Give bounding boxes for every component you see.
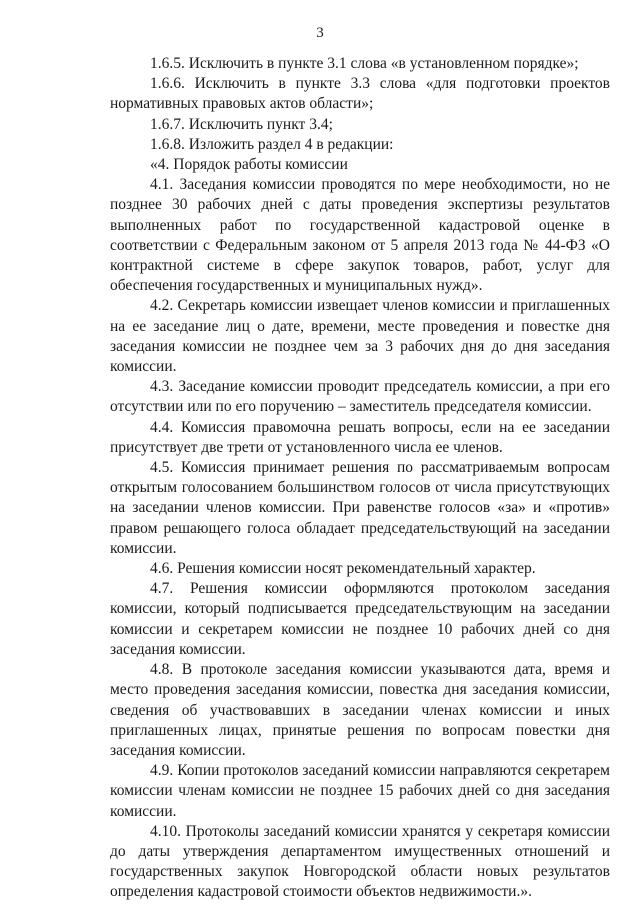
- paragraph-4-5: 4.5. Комиссия принимает решения по рассматриваемым вопросам открытым голосованием большинством голосов от числа присутствующих на заседании членов комиссии. При равенстве голосов «за» и «против» правом решающего голоса обладает председательствующий на заседании комиссии.: [110, 459, 610, 557]
- paragraph-4-6: 4.6. Решения комиссии носят рекомендательный характер.: [150, 560, 536, 578]
- paragraph-4-9: 4.9. Копии протоколов заседаний комиссии направляются секретарем комиссии членам комиссии не позднее 15 рабочих дней со дня заседания комиссии.: [110, 762, 610, 820]
- paragraph-1-6-7: 1.6.7. Исключить пункт 3.4;: [150, 115, 333, 133]
- paragraph-1-6-6: 1.6.6. Исключить в пункте 3.3 слова «для подготовки проектов нормативных правовых актов области»;: [110, 75, 610, 113]
- document-body: [110, 54, 610, 903]
- paragraph-4-3: 4.3. Заседание комиссии проводит председатель комиссии, а при его отсутствии или по его поручению – заместитель председателя комиссии.: [110, 378, 610, 416]
- paragraph-4-2: 4.2. Секретарь комиссии извещает членов комиссии и приглашенных на ее заседание лиц о дате, времени, месте проведения и повестке дня заседания комиссии не позднее чем за 3 рабочих дня до дня заседания комиссии.: [110, 297, 610, 376]
- paragraph-4-7: 4.7. Решения комиссии оформляются протоколом заседания комиссии, который подписывается председательствующим на заседании комиссии и секретарем комиссии не позднее 10 рабочих дней со дня заседания комиссии.: [110, 580, 610, 658]
- paragraph-1-6-5: 1.6.5. Исключить в пункте 3.1 слова «в установленном порядке»;: [150, 55, 579, 72]
- paragraph-4-10: 4.10. Протоколы заседаний комиссии хранятся у секретаря комиссии до даты утверждения департаментом имущественных отношений и государственных закупок Новгородской области новых результатов определения кадастровой стоимости объектов недвижимости.».: [110, 822, 610, 901]
- paragraph-4-1: 4.1. Заседания комиссии проводятся по мере необходимости, но не позднее 30 рабочих дней с даты проведения экспертизы результатов выполненных работ по государственной кадастровой оценке в соответствии с Федеральным законом от 5 апреля 2013 года № 44-ФЗ «О контрактной системе в сфере закупок товаров, работ, услуг для обеспечения государственных и муниципальных нужд».: [110, 176, 610, 295]
- paragraph-4-4: 4.4. Комиссия правомочна решать вопросы, если на ее заседании присутствует две трети от установленного числа ее членов.: [110, 418, 610, 456]
- paragraph-4-8: 4.8. В протоколе заседания комиссии указываются дата, время и место проведения заседания комиссии, повестка дня заседания комиссии, сведения об участвовавших в заседании членах комиссии и иных приглашенных лицах, принятые решения по вопросам повестки дня заседания комиссии.: [110, 661, 610, 759]
- paragraph-1-6-8: 1.6.8. Изложить раздел 4 в редакции:: [150, 135, 394, 153]
- page-number: 3: [316, 25, 324, 41]
- section-heading: «4. Порядок работы комиссии: [150, 156, 348, 174]
